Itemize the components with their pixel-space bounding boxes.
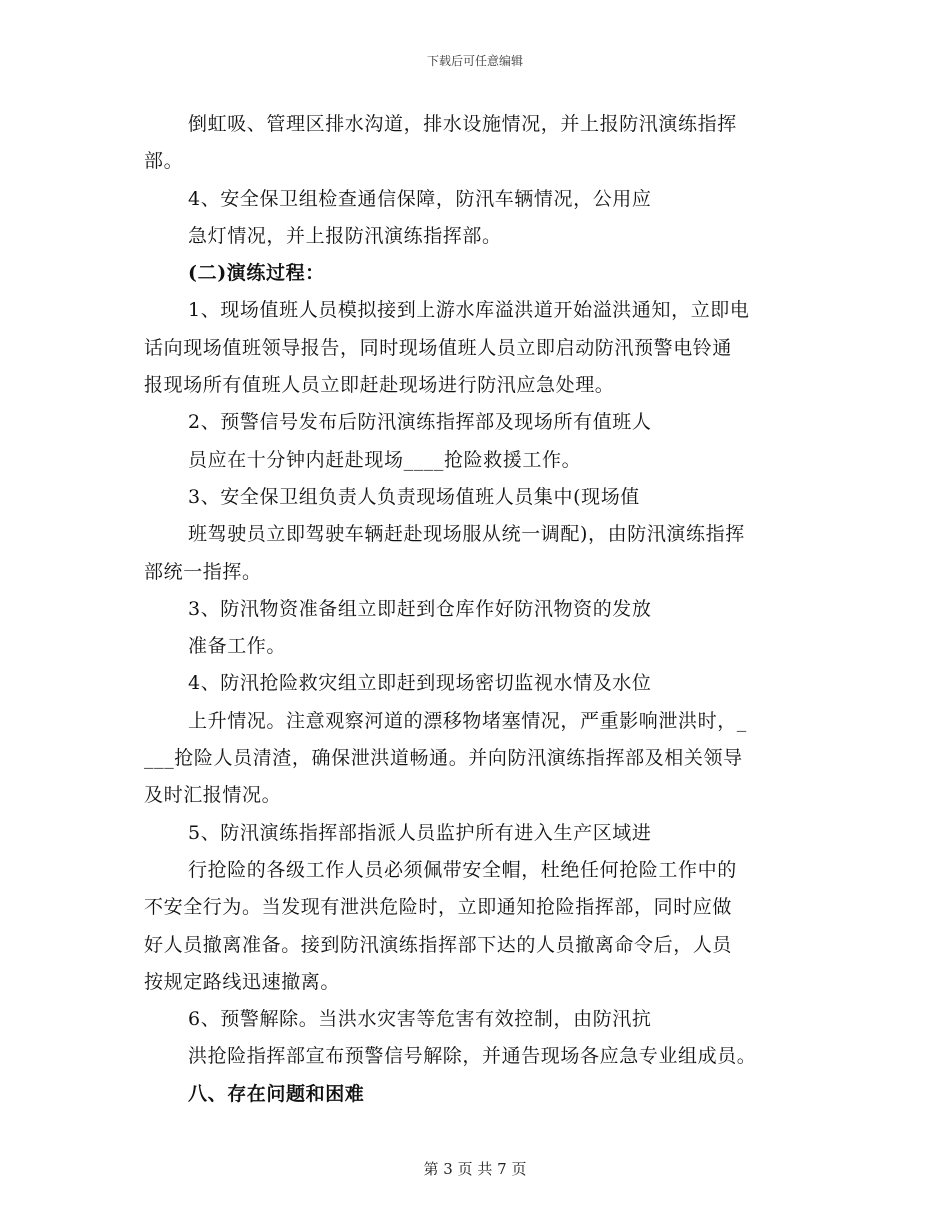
document-body [144, 106, 824, 1113]
text-line: 准备工作。 [188, 635, 287, 658]
text-line: 话向现场值班领导报告，同时现场值班人员立即启动防汛预警电铃通 [144, 336, 733, 359]
text-line: 部统一指挥。 [144, 560, 262, 583]
text-line: 按规定路线迅速撤离。 [144, 970, 341, 993]
text-line: 班驾驶员立即驾驶车辆赶赴现场服从统一调配)，由防汛演练指挥 [188, 523, 745, 546]
text-line: 1、现场值班人员模拟接到上游水库溢洪道开始溢洪通知，立即电 [188, 299, 750, 322]
text-line: 5、防汛演练指挥部指派人员监护所有进入生产区域进 [188, 821, 652, 844]
text-line: 洪抢险指挥部宣布预警信号解除，并通告现场各应急专业组成员。 [188, 1045, 757, 1068]
text-line: ___抢险人员清渣，确保泄洪道畅通。并向防汛演练指挥部及相关领导 [144, 747, 743, 770]
text-line: 报现场所有值班人员立即赶赴现场进行防汛应急处理。 [144, 374, 615, 397]
section-heading: (二)演练过程： [188, 262, 325, 285]
text-line: 上升情况。注意观察河道的漂移物堵塞情况，严重影响泄洪时，_ [188, 709, 747, 732]
text-line: 6、预警解除。当洪水灾害等危害有效控制，由防汛抗 [188, 1008, 652, 1031]
text-line: 急灯情况，并上报防汛演练指挥部。 [188, 224, 502, 247]
text-line: 2、预警信号发布后防汛演练指挥部及现场所有值班人 [188, 411, 652, 434]
text-line: 行抢险的各级工作人员必须佩带安全帽，杜绝任何抢险工作中的 [188, 858, 737, 881]
page-number-footer: 第 3 页 共 7 页 [423, 1160, 527, 1178]
text-line: 好人员撤离准备。接到防汛演练指挥部下达的人员撤离命令后，人员 [144, 933, 733, 956]
text-line: 4、防汛抢险救灾组立即赶到现场密切监视水情及水位 [188, 672, 652, 695]
text-line: 不安全行为。当发现有泄洪危险时，立即通知抢险指挥部，同时应做 [144, 896, 733, 919]
text-line: 及时汇报情况。 [144, 784, 282, 807]
page-header-note: 下载后可任意编辑 [426, 54, 523, 68]
text-line: 部。 [144, 150, 184, 173]
text-line: 3、防汛物资准备组立即赶到仓库作好防汛物资的发放 [188, 597, 652, 620]
section-heading: 八、存在问题和困难 [188, 1082, 365, 1105]
text-line: 倒虹吸、管理区排水沟道，排水设施情况，并上报防汛演练指挥 [188, 113, 737, 135]
text-line: 员应在十分钟内赶赴现场____抢险救援工作。 [188, 448, 582, 471]
text-line: 3、安全保卫组负责人负责现场值班人员集中(现场值 [188, 485, 640, 508]
text-line: 4、安全保卫组检查通信保障，防汛车辆情况，公用应 [188, 187, 652, 210]
